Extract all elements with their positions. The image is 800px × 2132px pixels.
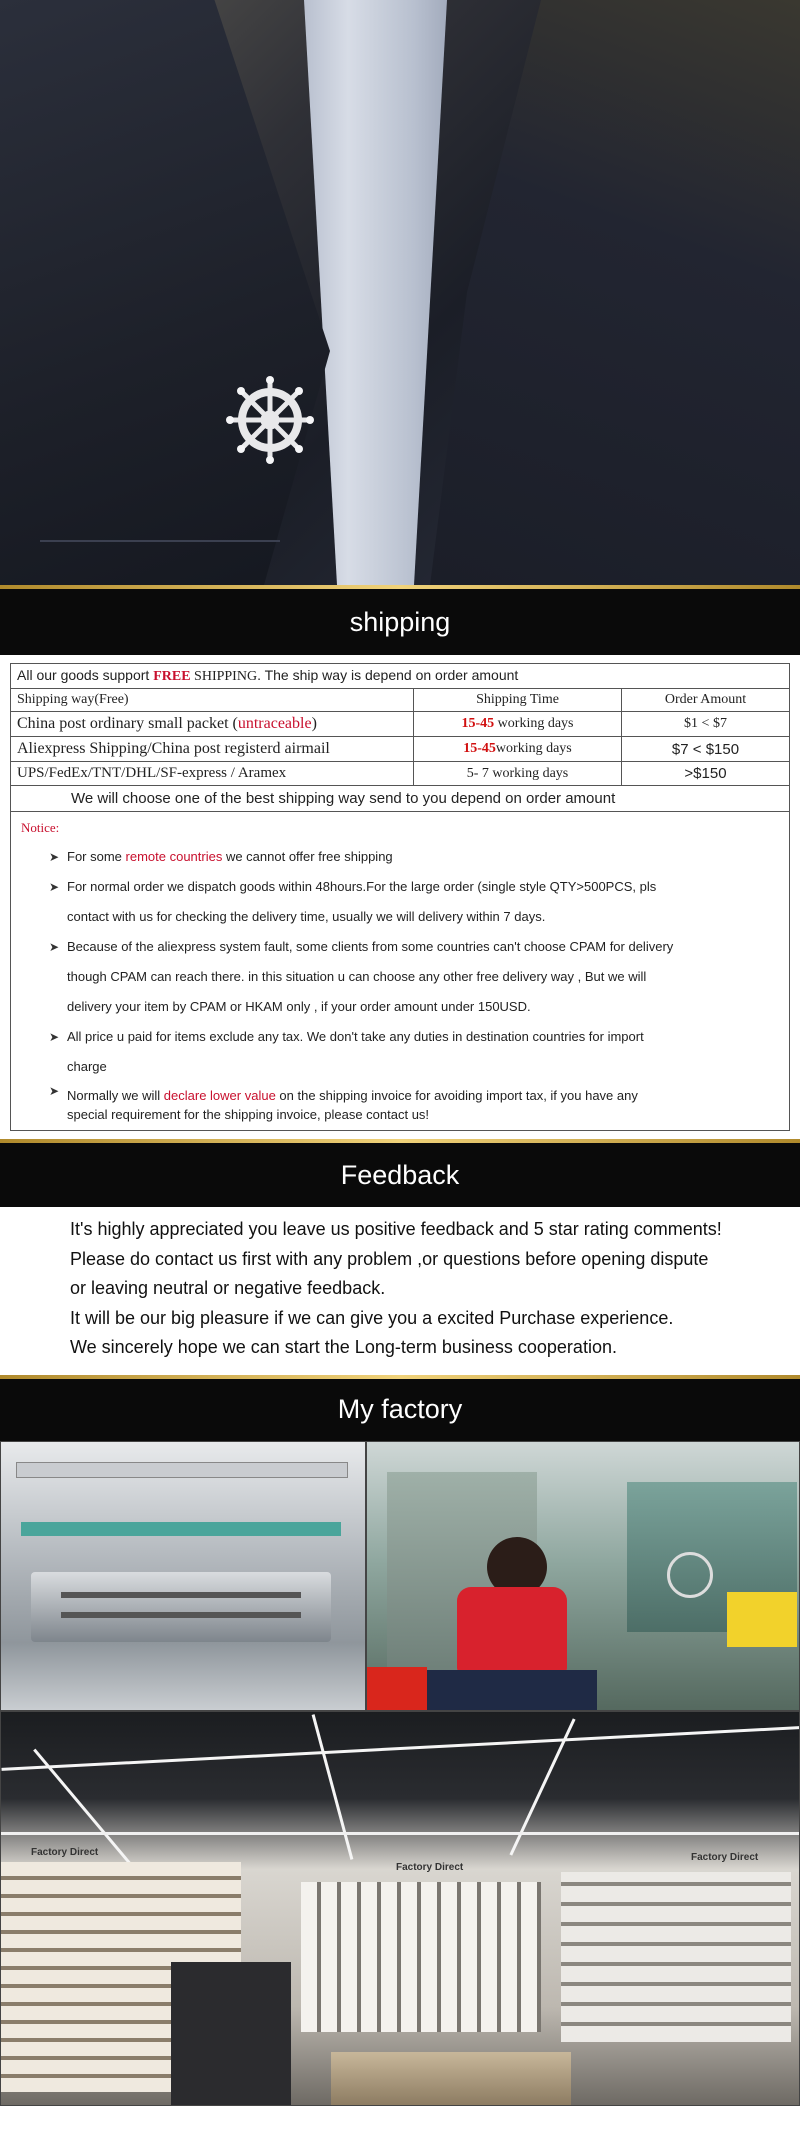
factory-photo-machine bbox=[0, 1441, 366, 1711]
feedback-text: It's highly appreciated you leave us positive feedback and 5 star rating comments! Please do contact us first with any problem ,or questions before opening dispute or leaving neutral or negative feedback. It will be our big pleasure if we can give you a excited Purchase experience. We sincerely hope we can start the Long-term business cooperation. bbox=[70, 1219, 722, 1357]
showroom-sign: Factory Direct bbox=[31, 1846, 99, 1858]
table-row: Aliexpress Shipping/China post registerd airmail 15-45working days $7 < $150 bbox=[11, 737, 790, 762]
hero-image bbox=[0, 0, 800, 585]
notice-item: ➤ Because of the aliexpress system fault, some clients from some countries can't choose CPAM for delivery though CPAM can reach there. in this situation u can choose any other free delivery way , But we will delivery your item by CPAM or HKAM only , if your order amount under 150USD. bbox=[49, 932, 779, 1022]
showroom-sign: Factory Direct bbox=[691, 1851, 759, 1863]
shipping-intro: All our goods support FREE SHIPPING. The ship way is depend on order amount bbox=[11, 664, 790, 689]
factory-photo-showroom bbox=[0, 1711, 800, 2106]
shipping-table bbox=[10, 663, 790, 812]
table-row: China post ordinary small packet (untraceable) 15-45 working days $1 < $7 bbox=[11, 712, 790, 737]
factory-photo-worker bbox=[366, 1441, 800, 1711]
table-row: UPS/FedEx/TNT/DHL/SF-express / Aramex 5- 7 working days >$150 bbox=[11, 762, 790, 786]
jacket-right bbox=[430, 0, 800, 585]
table-header: Shipping way(Free) Shipping Time Order Amount bbox=[11, 689, 790, 712]
shipping-choose-note: We will choose one of the best shipping way send to you depend on order amount bbox=[11, 786, 790, 812]
notice-item: ➤ Normally we will declare lower value on the shipping invoice for avoiding import tax, if you have any special requirement for the shipping invoice, please contact us! bbox=[49, 1082, 779, 1124]
notice-item: ➤ For some remote countries we cannot offer free shipping bbox=[49, 842, 779, 872]
breast-pocket bbox=[40, 540, 280, 572]
notice-title: Notice: bbox=[21, 820, 60, 835]
notice-item: ➤ For normal order we dispatch goods within 48hours.For the large order (single style QTY>500PCS, pls contact with us for checking the delivery time, usually we will delivery within 7 days. bbox=[49, 872, 779, 932]
showroom-sign: Factory Direct bbox=[396, 1861, 464, 1873]
factory-heading: My factory bbox=[0, 1379, 800, 1441]
feedback-heading: Feedback bbox=[0, 1143, 800, 1207]
ship-wheel-brooch-icon bbox=[225, 375, 315, 465]
jacket-left bbox=[0, 0, 330, 585]
notice-item: ➤ All price u paid for items exclude any tax. We don't take any duties in destination countries for import charge bbox=[49, 1022, 779, 1082]
factory-gallery bbox=[0, 1441, 800, 2106]
notice-box bbox=[10, 812, 790, 1131]
shipping-section bbox=[0, 655, 800, 1131]
shipping-heading: shipping bbox=[0, 589, 800, 655]
